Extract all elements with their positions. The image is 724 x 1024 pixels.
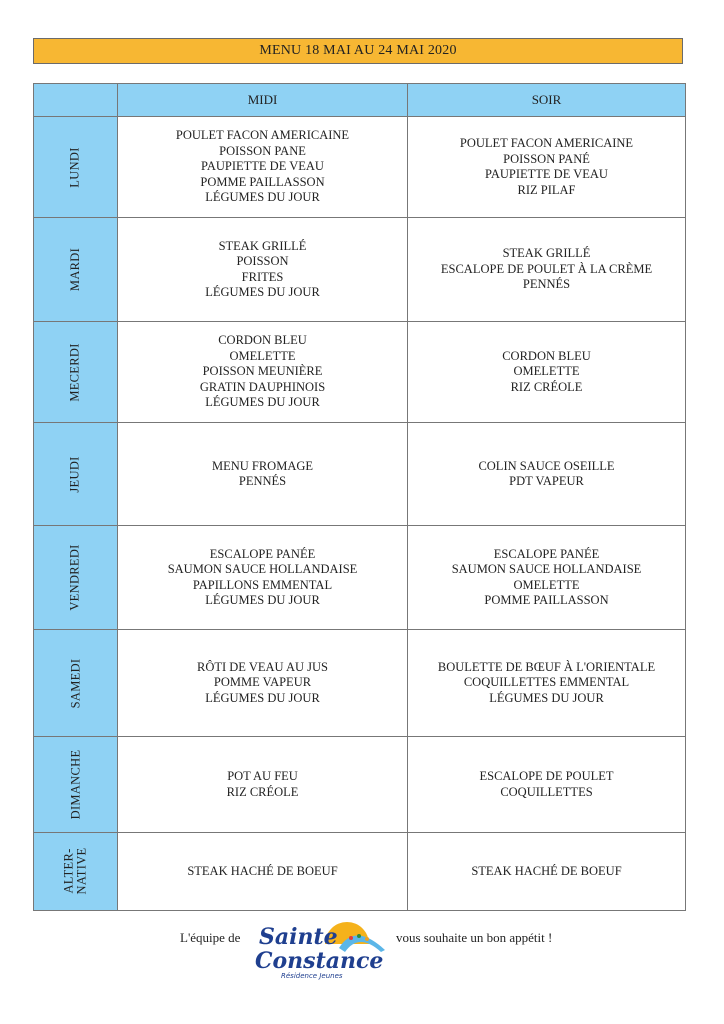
day-row [34,322,686,423]
day-row [34,630,686,737]
svg-text:Sainte: Sainte [259,924,338,950]
dish-line: ESCALOPE PANÉE [209,546,316,561]
midi-cell [118,322,408,423]
dish-line: BOULETTE DE BŒUF À L'ORIENTALE [437,659,656,674]
dish-line: ESCALOPE DE POULET À LA CRÈME [440,261,653,276]
day-label-line: ALTER- [61,848,76,894]
day-row [34,737,686,833]
dish-line: RIZ CRÉOLE [226,784,299,799]
dish-line: PAUPIETTE DE VEAU [485,167,608,181]
dish-line: PENNÉS [522,277,571,292]
dish-line: LÉGUMES DU JOUR [205,285,320,299]
day-row [34,526,686,630]
dish-line: STEAK GRILLÉ [218,238,307,253]
dish-line: PENNÉS [238,474,287,488]
dish-line: POULET FACON AMERICAINE [459,136,634,150]
soir-cell [408,117,686,218]
dish-line: POMME VAPEUR [213,675,312,690]
dish-line: POULET FACON AMERICAINE [175,128,350,143]
day-label: DIMANCHE [67,749,82,820]
soir-cell [408,526,686,630]
dish-line: LÉGUMES DU JOUR [205,395,320,410]
dish-line: OMELETTE [229,348,296,363]
dish-line: CORDON BLEU [218,333,307,348]
dish-line: LÉGUMES DU JOUR [205,190,320,205]
svg-text:Résidence Jeunes: Résidence Jeunes [281,972,343,980]
day-label: JEUDI [68,455,82,493]
day-label: MARDI [67,247,82,292]
day-cell [34,630,118,737]
soir-cell [408,322,686,423]
soir-cell [408,833,686,911]
day-cell [34,423,118,526]
dish-line: COQUILLETTES EMMENTAL [463,675,630,690]
dish-line: LÉGUMES DU JOUR [205,593,320,607]
dish-line: COLIN SAUCE OSEILLE [478,458,615,473]
day-row [34,833,686,911]
day-cell [34,737,118,833]
dish-line: CORDON BLEU [502,348,591,363]
footer-left-text: L'équipe de [180,930,241,945]
day-label: SAMEDI [68,658,82,708]
dish-line: POMME PAILLASSON [484,593,609,607]
footer-right-text: vous souhaite un bon appétit ! [396,930,553,945]
day-cell [34,833,118,911]
soir-cell [408,737,686,833]
dish-line: LÉGUMES DU JOUR [489,690,604,705]
midi-cell [118,423,408,526]
dish-line: POMME PAILLASSON [200,174,325,189]
day-row [34,218,686,322]
header-midi: MIDI [118,84,408,117]
day-cell [34,322,118,423]
dish-line: RÔTI DE VEAU AU JUS [196,659,329,674]
menu-title: MENU 18 MAI AU 24 MAI 2020 [33,38,683,64]
day-cell [34,526,118,630]
dish-line: SAUMON SAUCE HOLLANDAISE [451,562,642,576]
day-cell [34,218,118,322]
midi-cell [118,218,408,322]
dish-line: POT AU FEU [227,769,298,783]
dish-line: ESCALOPE DE POULET [479,769,614,783]
dish-line: SAUMON SAUCE HOLLANDAISE [167,562,358,576]
day-label: LUNDI [67,146,82,188]
dish-line: OMELETTE [513,364,580,379]
day-row [34,423,686,526]
soir-cell [408,423,686,526]
footer [0,912,724,982]
soir-cell [408,630,686,737]
dish-line: STEAK HACHÉ DE BOEUF [187,863,338,878]
soir-cell [408,218,686,322]
dish-line: POISSON [236,254,289,268]
dish-line: GRATIN DAUPHINOIS [199,379,326,394]
dish-line: STEAK GRILLÉ [502,246,591,261]
dish-line: FRITES [241,269,284,284]
day-label: VENDREDI [68,544,82,611]
dish-line: LÉGUMES DU JOUR [205,690,320,705]
midi-cell [118,117,408,218]
dish-line: POISSON PANE [219,143,306,158]
dish-line: MENU FROMAGE [211,458,314,473]
dish-line: POISSON MEUNIÈRE [202,364,323,379]
dish-line: RIZ CRÉOLE [510,379,583,394]
day-label [63,848,89,895]
dish-line: RIZ PILAF [517,182,576,197]
dish-line: OMELETTE [513,577,580,592]
menu-table [33,83,686,911]
day-cell [34,117,118,218]
midi-cell [118,737,408,833]
sainte-constance-logo [255,914,390,980]
dish-line: PDT VAPEUR [509,474,584,488]
header-soir: SOIR [408,84,686,117]
corner-cell [34,84,118,117]
day-label-line: NATIVE [74,847,89,895]
midi-cell [118,630,408,737]
day-label: MECERDI [67,342,82,402]
dish-line: ESCALOPE PANÉE [493,546,600,561]
svg-text:Constance: Constance [255,948,384,974]
dish-line: STEAK HACHÉ DE BOEUF [471,863,622,878]
midi-cell [118,833,408,911]
header-row [34,84,686,117]
dish-line: COQUILLETTES [500,784,593,799]
dish-line: POISSON PANÉ [503,151,590,166]
midi-cell [118,526,408,630]
dish-line: PAUPIETTE DE VEAU [201,159,324,174]
day-row [34,117,686,218]
dish-line: PAPILLONS EMMENTAL [192,577,333,592]
